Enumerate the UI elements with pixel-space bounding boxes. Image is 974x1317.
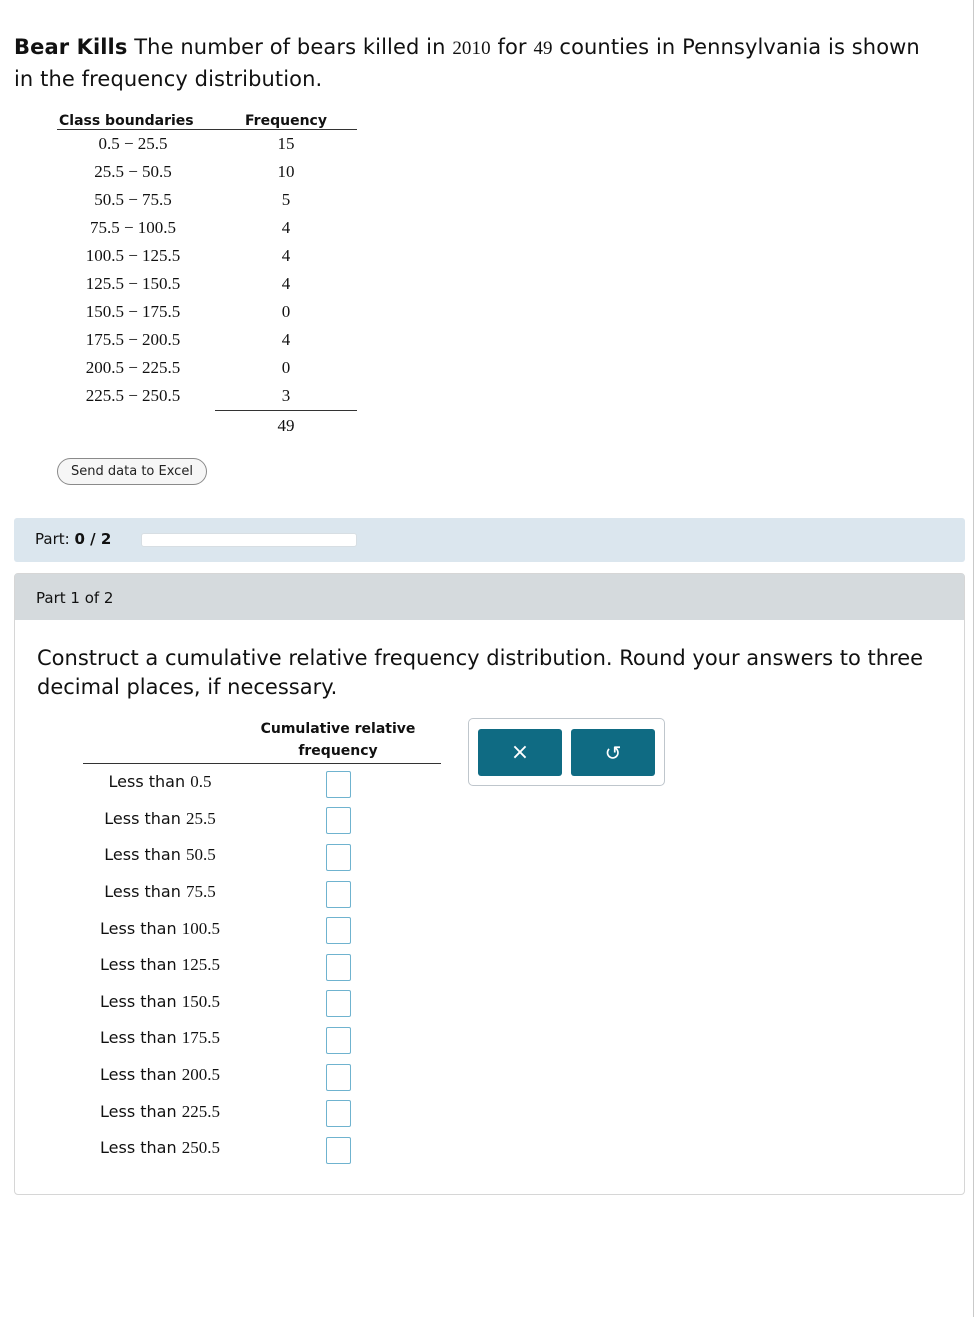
- class-boundary: 225.5 − 250.5: [85, 386, 181, 406]
- cumulative-answer-input[interactable]: [326, 1100, 351, 1127]
- cumulative-answer-input[interactable]: [326, 1137, 351, 1164]
- cumulative-answer-input[interactable]: [326, 771, 351, 798]
- less-than-label: Less than 50.5: [104, 845, 216, 865]
- frequency-row: [57, 186, 357, 214]
- class-boundary: 175.5 − 200.5: [85, 330, 181, 349]
- cumulative-answer-input[interactable]: [326, 1027, 351, 1054]
- frequency-row: [57, 326, 357, 354]
- frequency-row: [57, 382, 357, 411]
- less-than-label: Less than 125.5: [100, 955, 220, 975]
- class-boundary: 200.5 − 225.5: [85, 358, 181, 377]
- frequency-row: [57, 354, 357, 382]
- problem-year: 2010: [452, 38, 491, 59]
- problem-text-c: counties in Pennsylvania is shown in the frequency distribution.: [14, 35, 920, 91]
- part-progress-value: 0 / 2: [74, 530, 112, 548]
- answer-cell: [235, 764, 441, 801]
- cumulative-table: [83, 717, 441, 1167]
- class-boundary: 25.5 − 50.5: [94, 162, 172, 181]
- answer-cell: [235, 837, 441, 874]
- total-blank: [57, 411, 215, 442]
- frequency-value: 5: [281, 190, 291, 209]
- less-than-label: Less than 225.5: [100, 1101, 220, 1121]
- frequency-row: [57, 242, 357, 270]
- cumulative-row: [83, 1093, 441, 1130]
- frequency-value: 4: [281, 274, 291, 293]
- less-than-label: Less than 0.5: [108, 772, 212, 792]
- problem-text-a: The number of bears killed in: [127, 35, 453, 59]
- frequency-total-row: [57, 411, 357, 442]
- answer-cell: [235, 1057, 441, 1094]
- less-than-label: Less than 100.5: [100, 918, 220, 938]
- question-card: [14, 573, 965, 1195]
- cumulative-row: [83, 1057, 441, 1094]
- frequency-row: [57, 158, 357, 186]
- cumulative-answer-input[interactable]: [326, 917, 351, 944]
- cumulative-row: [83, 984, 441, 1021]
- class-boundary: 50.5 − 75.5: [94, 190, 172, 209]
- cumulative-answer-input[interactable]: [326, 844, 351, 871]
- frequency-value: 10: [277, 162, 295, 181]
- frequency-value: 15: [277, 134, 295, 153]
- less-than-label: Less than 175.5: [100, 1028, 220, 1048]
- frequency-value: 4: [281, 218, 291, 237]
- frequency-row: [57, 130, 357, 159]
- cumulative-row: [83, 910, 441, 947]
- frequency-row: [57, 270, 357, 298]
- answer-cell: [235, 1020, 441, 1057]
- frequency-value: 0: [281, 302, 291, 321]
- frequency-row: [57, 298, 357, 326]
- cumulative-row: [83, 874, 441, 911]
- undo-button[interactable]: ↺: [571, 729, 655, 776]
- send-to-excel-button[interactable]: Send data to Excel: [57, 458, 207, 485]
- part-progress-label: Part: 0 / 2: [35, 530, 112, 548]
- cumulative-row: [83, 947, 441, 984]
- frequency-value: 3: [215, 382, 357, 411]
- problem-counties: 49: [533, 38, 553, 59]
- header-frequency: Frequency: [215, 107, 357, 130]
- cumulative-answer-input[interactable]: [326, 807, 351, 834]
- cumulative-header: Cumulative relative frequency: [235, 717, 441, 764]
- problem-text-b: for: [490, 35, 534, 59]
- cumulative-answer-input[interactable]: [326, 954, 351, 981]
- less-than-label: Less than 250.5: [100, 1138, 220, 1158]
- class-boundary: 100.5 − 125.5: [85, 246, 181, 265]
- cumulative-row: [83, 801, 441, 838]
- cumulative-row: [83, 1020, 441, 1057]
- problem-title: Bear Kills: [14, 35, 128, 59]
- answer-cell: [235, 1093, 441, 1130]
- class-boundary: 150.5 − 175.5: [85, 302, 181, 321]
- problem-statement: [14, 32, 934, 94]
- answer-cell: [235, 910, 441, 947]
- cumulative-row: [83, 764, 441, 801]
- less-than-label: Less than 200.5: [100, 1065, 220, 1085]
- progress-track: [141, 533, 357, 547]
- frequency-value: 0: [281, 358, 291, 377]
- less-than-label: Less than 150.5: [100, 991, 220, 1011]
- cumulative-row: [83, 1130, 441, 1167]
- class-boundary: 75.5 − 100.5: [89, 218, 177, 237]
- cumulative-header-blank: [83, 717, 235, 764]
- class-boundary: 125.5 − 150.5: [85, 274, 181, 293]
- answer-cell: [235, 801, 441, 838]
- part-header: Part 1 of 2: [15, 574, 964, 620]
- answer-cell: [235, 984, 441, 1021]
- cumulative-answer-input[interactable]: [326, 1064, 351, 1091]
- cumulative-answer-input[interactable]: [326, 990, 351, 1017]
- frequency-value: 4: [281, 246, 291, 265]
- clear-button[interactable]: ×: [478, 729, 562, 776]
- answer-cell: [235, 1130, 441, 1167]
- less-than-label: Less than 75.5: [104, 882, 216, 902]
- class-boundary: 0.5 − 25.5: [98, 134, 168, 153]
- answer-toolbar: [468, 718, 665, 786]
- frequency-total: 49: [277, 416, 295, 435]
- answer-cell: [235, 947, 441, 984]
- answer-cell: [235, 874, 441, 911]
- instruction-text: Construct a cumulative relative frequency distribution. Round your answers to three decimal places, if necessary.: [37, 646, 924, 699]
- frequency-table: [57, 107, 357, 441]
- less-than-label: Less than 25.5: [104, 808, 216, 828]
- part-progress-bar: [14, 518, 965, 562]
- cumulative-row: [83, 837, 441, 874]
- frequency-value: 4: [281, 330, 291, 349]
- frequency-row: [57, 214, 357, 242]
- header-class-boundaries: Class boundaries: [57, 107, 215, 130]
- cumulative-answer-input[interactable]: [326, 881, 351, 908]
